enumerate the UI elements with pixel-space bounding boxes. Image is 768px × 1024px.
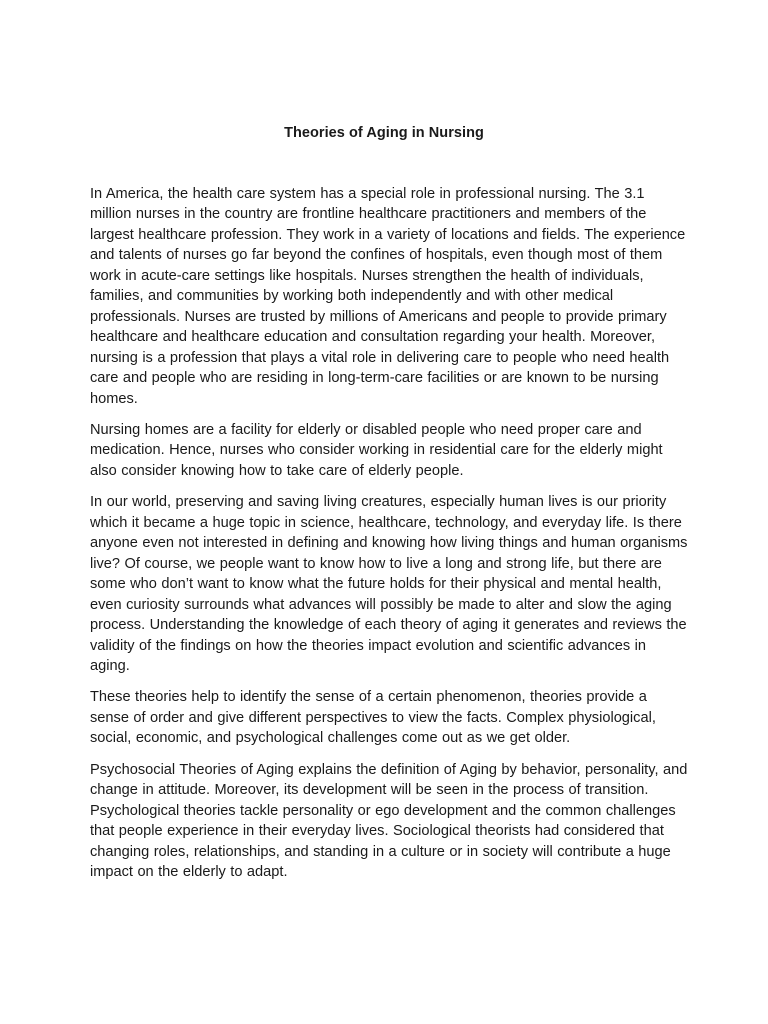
paragraph-3: In our world, preserving and saving living creatures, especially human lives is our priority which it became a huge topic in science, healthcare, technology, and everyday life. Is there anyone even not interested in defining and knowing how living things and human organisms live? Of course, we people want to know how to live a long and strong life, but there are some who don’t want to know what the future holds for their physical and mental health, even curiosity surrounds what advances will possibly be made to alter and slow the aging process. Understanding the knowledge of each theory of aging it generates and reviews the validity of the findings on how the theories impact evolution and scientific advances in aging.	[90, 494, 688, 674]
document-body	[90, 184, 690, 894]
paragraph-4: These theories help to identify the sense of a certain phenomenon, theories provide a sense of order and give different perspectives to view the facts. Complex physiological, social, economic, and psychological challenges come out as we get older.	[90, 689, 656, 747]
paragraph-2: Nursing homes are a facility for elderly or disabled people who need proper care and medication. Hence, nurses who consider working in residential care for the elderly might also consider knowing how to take care of elderly people.	[90, 421, 663, 479]
paragraph-1: In America, the health care system has a special role in professional nursing. The 3.1 million nurses in the country are frontline healthcare practitioners and members of the largest healthcare profession. They work in a variety of locations and fields. The experience and talents of nurses go far beyond the confines of hospitals, even though most of them work in acute-care settings like hospitals. Nurses strengthen the health of individuals, families, and communities by working both independently and with other medical professionals. Nurses are trusted by millions of Americans and people to provide primary healthcare and healthcare education and consultation regarding your health. Moreover, nursing is a profession that plays a vital role in delivering care to people who need health care and people who are residing in long-term-care facilities or are known to be nursing homes.	[90, 186, 686, 407]
paragraph-5: Psychosocial Theories of Aging explains the definition of Aging by behavior, personality, and change in attitude. Moreover, its development will be seen in the process of transition. Psychological theories tackle personality or ego development and the common challenges that people experience in their everyday lives. Sociological theorists had considered that changing roles, relationships, and standing in a culture or in society will contribute a huge impact on the elderly to adapt.	[90, 761, 688, 881]
document-title: Theories of Aging in Nursing	[284, 125, 484, 141]
